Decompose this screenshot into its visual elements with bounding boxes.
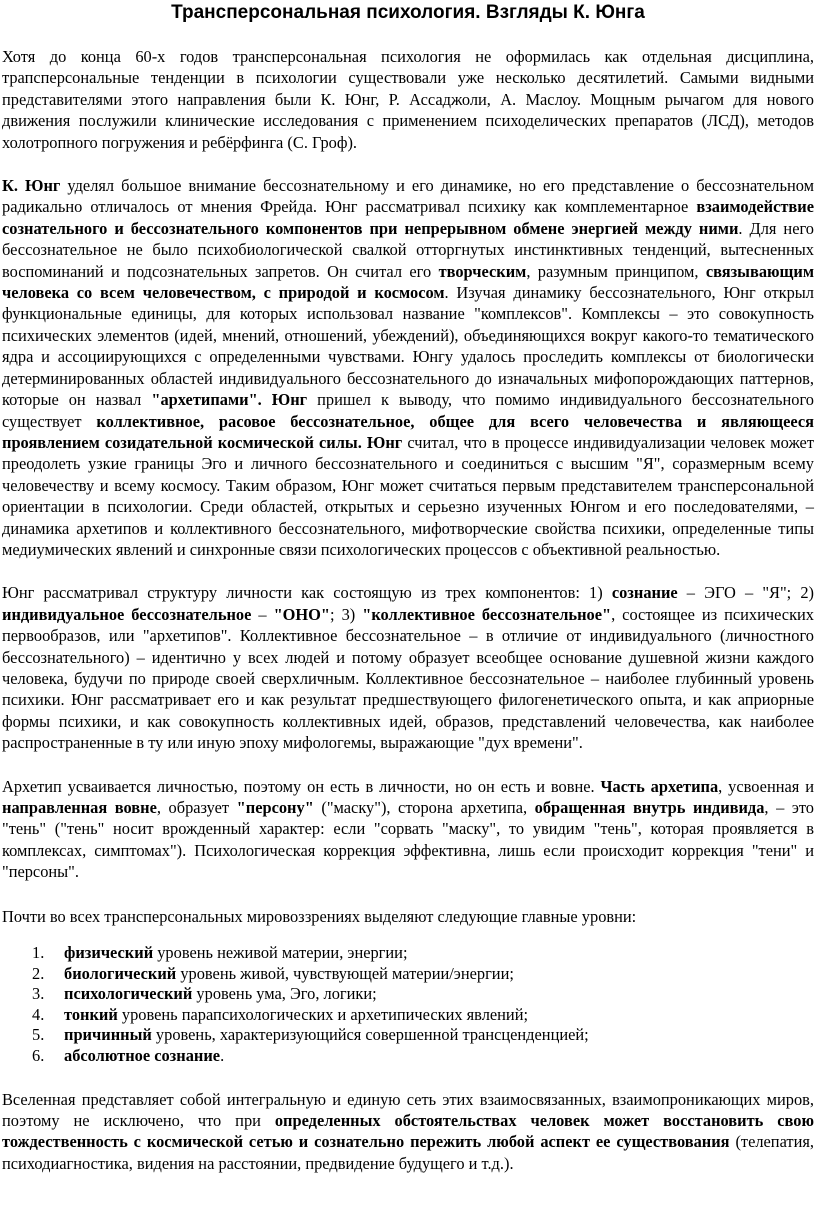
paragraph-jung-unconscious — [2, 175, 814, 560]
bold-text: причинный — [64, 1025, 152, 1045]
list-item — [2, 984, 814, 1005]
bold-text: творческим — [438, 261, 527, 281]
list-number: 6. — [32, 1046, 45, 1065]
text: , разумным принципом, — [526, 261, 706, 281]
text: , образует — [156, 798, 237, 817]
bold-text: взаимодействие сознательного и бессознательного компонентов при непрерывном обмене энергией между ними — [2, 197, 814, 238]
list-number: 4. — [32, 1004, 45, 1024]
list-item — [2, 943, 814, 964]
text: – — [251, 604, 274, 624]
paragraph-intro: Хотя до конца 60-х годов трансперсональная психология не оформилась как отдельная дисциплина, трапсперсональные тенденции в психологии существовали уже несколько десятилетий. Самыми видными представителями этого направления были К. Юнг, Р. Ассаджоли, А. Маслоу. Мощным рычагом для нового движения послужили клинические исследования с применением психоделических препаратов (ЛСД), методов холотропного погружения и ребёрфинга (С. Гроф). — [2, 47, 814, 152]
bold-text: К. Юнг — [2, 176, 61, 196]
bold-text: сознание — [611, 583, 678, 603]
text: уровень живой, чувствующей материи/энергии; — [176, 963, 514, 983]
text: – ЭГО – "Я"; 2) — [677, 583, 814, 603]
bold-text: связывающим человека со всем человечеством, с природой и космосом — [2, 261, 814, 303]
levels-list — [2, 943, 814, 1067]
bold-text: обращенная внутрь индивида — [534, 798, 765, 817]
text: уровень, характеризующийся совершенной трансценденцией; — [151, 1025, 589, 1045]
text: , состоящее из психических первообразов, или "архетипов". Коллективное бессознательное – в отличие от индивидуального (личностного бессознательного) – идентично у всех людей и потому образует всеобщее основание душевной жизни каждого человека, будучи по природе своей сверхличным. Коллективное бессознательное – наиболее глубинный уровень психики. Юнг рассматривает его и как результат предшествующего филогенетического опыта, и как априорные формы психики, и как совокупность коллективных идей, образов, представлений человечества, как наиболее распространенные в ту или иную эпоху мифологемы, выражающие "дух времени". — [2, 604, 815, 753]
text: ; 3) — [330, 604, 363, 624]
list-number: 2. — [32, 963, 45, 983]
text: . Для него бессознательное не было психобиологической свалкой отторгнутых инстинктивных тенденций, вытесненных воспоминаний и подсознательных запретов. Он считал его — [2, 218, 814, 281]
bold-text: "коллективное бессознательное" — [362, 604, 612, 624]
text: ("маску"), сторона архетипа, — [313, 798, 535, 817]
text: . — [220, 1046, 225, 1065]
text: уделял большое внимание бессознательному и его динамике, но его представление о бессознательном радикально отличалось от мнения Фрейда. Юнг рассматривал психику как комплементарное — [2, 176, 814, 217]
text: , – это "тень" ("тень" носит врожденный характер: если "сорвать "маску", то увидим "тень", которая проявляется в комплексах, симптомах"). Психологическая коррекция эффективна, лишь если происходит коррекция "тени" и "персоны". — [2, 798, 814, 882]
bold-text: тонкий — [64, 1004, 118, 1024]
list-item — [2, 964, 814, 985]
bold-text: направленная вовне — [2, 798, 157, 817]
bold-text: коллективное, расовое бессознательное, общее для всего человечества и являющееся проявлением созидательной космической силы. Юнг — [2, 411, 814, 452]
list-item — [2, 1046, 814, 1067]
list-number: 3. — [32, 984, 45, 1004]
list-number: 1. — [32, 943, 45, 963]
bold-text: физический — [64, 943, 154, 963]
bold-text: абсолютное сознание — [64, 1046, 221, 1065]
bold-text: психологический — [64, 984, 193, 1004]
bold-text: Часть архетипа — [600, 776, 719, 796]
paragraph-levels-intro: Почти во всех трансперсональных мировоззрениях выделяют следующие главные уровни: — [2, 906, 637, 926]
text: пришел к выводу, что помимо индивидуального бессознательного существует — [2, 390, 815, 431]
text: уровень парапсихологических и архетипических явлений; — [117, 1004, 529, 1024]
text: Юнг рассматривал структуру личности как состоящую из трех компонентов: 1) — [2, 583, 612, 603]
bold-text: "ОНО" — [273, 604, 331, 624]
text: считал, что в процессе индивидуализации человек может преодолеть узкие границы Эго и личного бессознательного и соединиться с высшим "Я", соразмерным всему человечеству и всему космосу. Таким образом, Юнг может считаться первым представителем трансперсональной ориентации в психологии. Среди областей, открытых и серьезно изученных Юнгом и его последователями, – динамика архетипов и коллективного бессознательного, мифотворческие свойства психики, определенные типы медиумических явлений и синхронные связи психологических процессов с объективной реальностью. — [2, 432, 814, 559]
page-title: Трансперсональная психология. Взгляды К. Юнга — [171, 2, 645, 23]
text: (телепатия, психодиагностика, видения на расстоянии, предвидение будущего и т.д.). — [2, 1132, 814, 1173]
list-number: 5. — [32, 1025, 45, 1045]
paragraph-personality-structure — [2, 582, 814, 753]
list-item — [2, 1025, 814, 1046]
text: Вселенная представляет собой интегральную и единую сеть этих взаимосвязанных, взаимопроникающих миров, поэтому не исключено, что при — [2, 1089, 814, 1130]
bold-text: "персону" — [236, 798, 314, 817]
list-item — [2, 1005, 814, 1026]
paragraph-universe — [2, 1089, 814, 1175]
bold-text: "архетипами". Юнг — [151, 390, 308, 410]
bold-text: индивидуальное бессознательное — [2, 604, 252, 624]
text: . Изучая динамику бессознательного, Юнг открыл функциональные единицы, для которых использовал название "комплексов". Комплексы – это совокупность психических элементов (идей, мнений, отношений, убеждений), объединяющихся вокруг какого-то тематического ядра и ассоциирующихся с определенными чувствами. Юнгу удалось проследить комплексы от биологически детерминированных областей индивидуального бессознательного до изначальных мифопорождающих паттернов, которые он назвал — [2, 283, 814, 410]
text: Архетип усваивается личностью, поэтому он есть в личности, но он есть и вовне. — [2, 776, 601, 796]
text: уровень ума, Эго, логики; — [192, 984, 377, 1004]
text: , усвоенная и — [718, 776, 814, 796]
bold-text: определенных обстоятельствах человек может восстановить свою тождественность с космической сетью и сознательно пережить любой аспект ее существования — [2, 1111, 814, 1152]
paragraph-archetype — [2, 776, 814, 883]
text: уровень неживой материи, энергии; — [153, 943, 408, 963]
bold-text: биологический — [64, 963, 177, 983]
